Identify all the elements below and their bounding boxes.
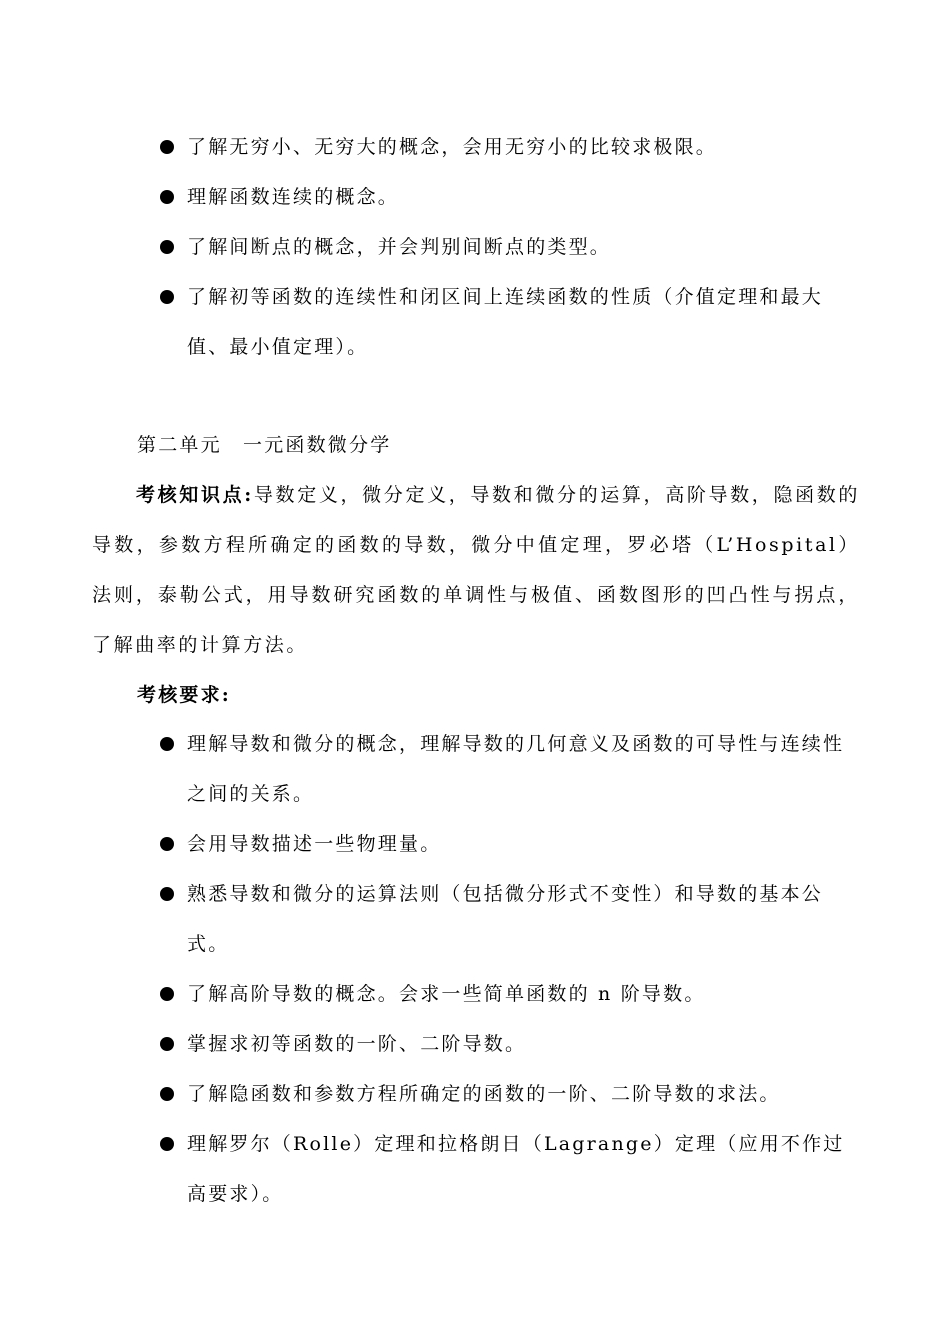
list-item-text: 会用导数描述一些物理量。 xyxy=(187,833,442,855)
list-item xyxy=(0,819,950,869)
knowledge-points-paragraph xyxy=(92,470,860,670)
list-item-text: 了解无穷小、无穷大的概念，会用无穷小的比较求极限。 xyxy=(187,136,718,158)
list-item xyxy=(0,272,950,372)
list-item-text: 了解高阶导数的概念。会求一些简单函数的 n 阶导数。 xyxy=(187,983,706,1005)
knowledge-points-text: 导数定义，微分定义，导数和微分的运算，高阶导数，隐函数的导数，参数方程所确定的函数的导数，微分中值定理，罗必塔（L’Hospital）法则，泰勒公式，用导数研究函数的单调性与极值、函数图形的凹凸性与拐点，了解曲率的计算方法。 xyxy=(92,484,860,656)
bullet-icon xyxy=(160,737,174,751)
requirements-list-limits xyxy=(0,122,950,372)
requirements-label: 考核要求: xyxy=(137,684,232,706)
list-item-text: 了解间断点的概念，并会判别间断点的类型。 xyxy=(187,236,612,258)
bullet-icon xyxy=(160,140,174,154)
list-item-text: 了解隐函数和参数方程所确定的函数的一阶、二阶导数的求法。 xyxy=(187,1083,781,1105)
list-item-text: 掌握求初等函数的一阶、二阶导数。 xyxy=(187,1033,527,1055)
bullet-icon xyxy=(160,240,174,254)
list-item xyxy=(0,122,950,172)
list-item-text: 熟悉导数和微分的运算法则（包括微分形式不变性）和导数的基本公式。 xyxy=(187,883,824,955)
bullet-icon xyxy=(160,987,174,1001)
bullet-icon xyxy=(160,1087,174,1101)
list-item xyxy=(0,1119,950,1219)
knowledge-points-label: 考核知识点: xyxy=(136,484,254,506)
requirements-list-derivatives xyxy=(0,719,950,1219)
bullet-icon xyxy=(160,1137,174,1151)
list-item-text: 了解初等函数的连续性和闭区间上连续函数的性质（介值定理和最大值、最小值定理）。 xyxy=(187,286,824,358)
bullet-icon xyxy=(160,290,174,304)
list-item xyxy=(0,869,950,969)
unit-heading: 第二单元 一元函数微分学 xyxy=(137,434,392,456)
list-item-text: 理解导数和微分的概念，理解导数的几何意义及函数的可导性与连续性之间的关系。 xyxy=(187,733,845,805)
list-item xyxy=(0,172,950,222)
bullet-icon xyxy=(160,190,174,204)
bullet-icon xyxy=(160,837,174,851)
list-item xyxy=(0,969,950,1019)
list-item-text: 理解函数连续的概念。 xyxy=(187,186,400,208)
list-item xyxy=(0,1019,950,1069)
list-item xyxy=(0,719,950,819)
list-item xyxy=(0,1069,950,1119)
bullet-icon xyxy=(160,887,174,901)
bullet-icon xyxy=(160,1037,174,1051)
list-item-text: 理解罗尔（Rolle）定理和拉格朗日（Lagrange）定理（应用不作过高要求）。 xyxy=(187,1133,845,1205)
list-item xyxy=(0,222,950,272)
